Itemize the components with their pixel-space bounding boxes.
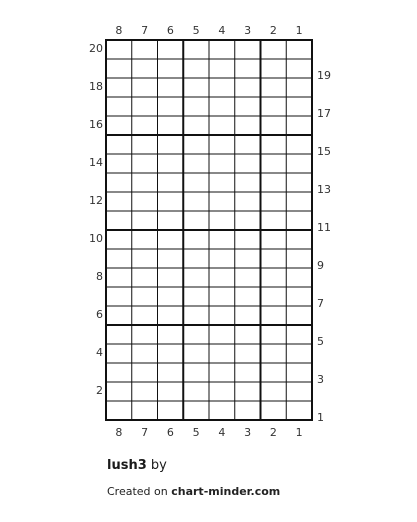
column-label-bottom: 6: [166, 426, 174, 439]
site-link[interactable]: chart-minder.com: [171, 485, 281, 498]
chart-title-line: [107, 458, 167, 473]
column-label-bottom: 8: [115, 426, 123, 439]
row-label-left: 2: [96, 384, 103, 397]
column-label-bottom: 7: [141, 426, 149, 439]
column-label-top: 3: [244, 24, 252, 37]
row-label-left: 4: [96, 346, 103, 359]
column-label-top: 2: [269, 24, 277, 37]
row-label-right: 13: [317, 183, 331, 196]
column-label-top: 7: [141, 24, 149, 37]
column-label-top: 4: [218, 24, 226, 37]
row-label-left: 8: [96, 270, 103, 283]
row-label-right: 9: [317, 259, 324, 272]
row-label-left: 6: [96, 308, 103, 321]
row-label-left: 18: [89, 80, 103, 93]
column-label-bottom: 2: [269, 426, 277, 439]
row-label-right: 11: [317, 221, 331, 234]
row-label-right: 7: [317, 297, 324, 310]
column-label-bottom: 3: [244, 426, 252, 439]
row-label-left: 12: [89, 194, 103, 207]
created-on-text: Created on: [107, 485, 168, 498]
credit-line: [107, 485, 280, 498]
row-label-right: 1: [317, 411, 324, 424]
column-label-bottom: 4: [218, 426, 226, 439]
row-label-left: 16: [89, 118, 103, 131]
column-label-top: 8: [115, 24, 123, 37]
column-label-top: 1: [295, 24, 303, 37]
by-text: by: [150, 458, 167, 473]
row-label-left: 20: [89, 42, 103, 55]
column-label-top: 6: [166, 24, 174, 37]
column-label-top: 5: [192, 24, 200, 37]
row-label-right: 17: [317, 107, 331, 120]
chart-name: lush3: [107, 458, 147, 473]
row-label-right: 19: [317, 69, 331, 82]
row-label-right: 3: [317, 373, 324, 386]
row-label-right: 15: [317, 145, 331, 158]
column-label-bottom: 1: [295, 426, 303, 439]
row-label-right: 5: [317, 335, 324, 348]
row-label-left: 14: [89, 156, 103, 169]
column-label-bottom: 5: [192, 426, 200, 439]
row-label-left: 10: [89, 232, 103, 245]
